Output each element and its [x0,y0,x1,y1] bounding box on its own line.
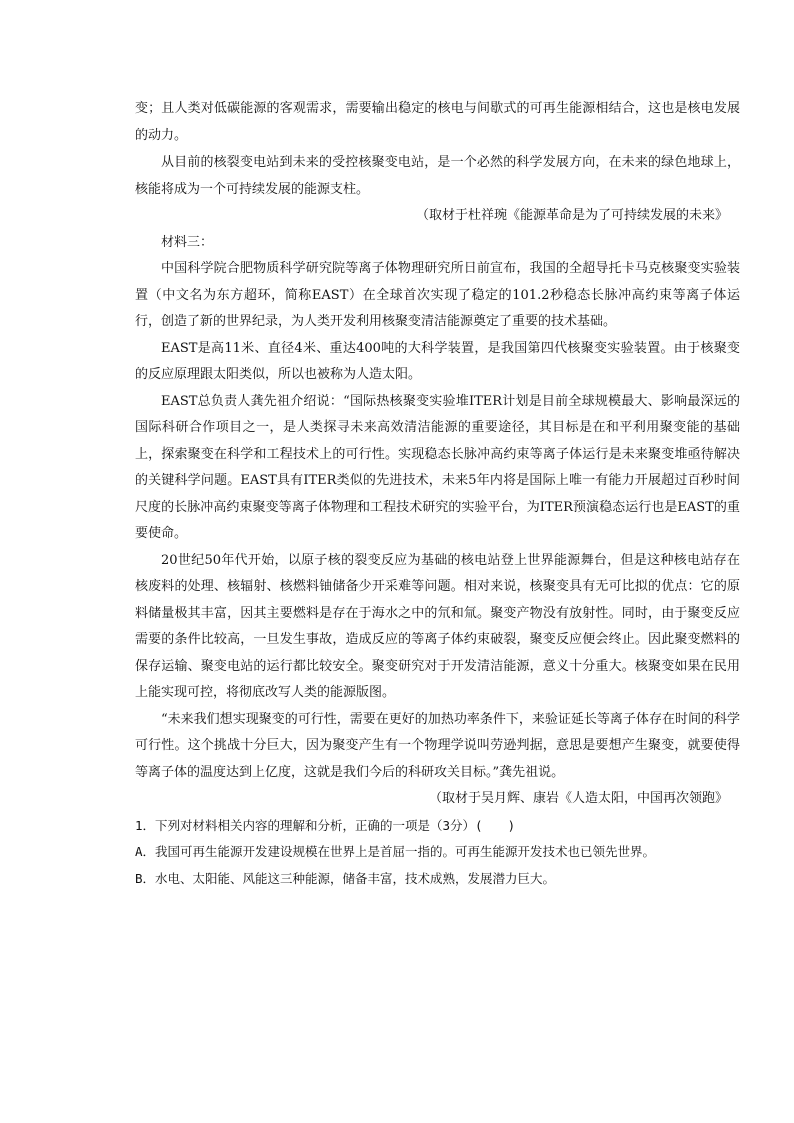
paragraph: EAST是高11米、直径4米、重达400吨的大科学装置，是我国第四代核聚变实验装置。由于核聚变的反应原理跟太阳类似，所以也被称为人造太阳。 [135,340,740,382]
document-body [135,96,740,892]
paragraph: 中国科学院合肥物质科学研究院等离子体物理研究所日前宣布，我国的全超导托卡马克核聚变实验装置（中文名为东方超环，简称EAST）在全球首次实现了稳定的101.2秒稳态长脉冲高约束等离子体运行，创造了新的世界纪录，为人类开发利用核聚变清洁能源奠定了重要的技术基础。 [135,261,740,329]
option-a: A．我国可再生能源开发建设规模在世界上是首屈一指的。可再生能源开发技术也已领先世界。 [135,844,656,859]
material-heading: 材料三： [161,234,214,250]
paragraph: 从目前的核裂变电站到未来的受控核聚变电站，是一个必然的科学发展方向，在未来的绿色地球上，核能将成为一个可持续发展的能源支柱。 [135,155,740,197]
source-citation: （取材于吴月辉、康岩《人造太阳，中国再次领跑》 [428,791,728,806]
paragraph-continued: 变；且人类对低碳能源的客观需求，需要输出稳定的核电与间歇式的可再生能源相结合，这也是核电发展的动力。 [135,101,740,143]
question-stem: 1．下列对材料相关内容的理解和分析，正确的一项是（3分）( ) [135,817,516,833]
paragraph: “未来我们想实现聚变的可行性，需要在更好的加热功率条件下，来验证延长等离子体存在时间的科学可行性。这个挑战十分巨大，因为聚变产生有一个物理学说叫劳逊判据，意思是要想产生聚变，就要使得等离子体的温度达到上亿度，这就是我们今后的科研攻关目标。”龚先祖说。 [135,711,740,780]
source-citation: （取材于杜祥琬《能源革命是为了可持续发展的未来》 [415,208,728,223]
option-b: B．水电、太阳能、风能这三种能源，储备丰富，技术成熟，发展潜力巨大。 [135,870,556,886]
paragraph: 20世纪50年代开始，以原子核的裂变反应为基础的核电站登上世界能源舞台，但是这种核电站存在核废料的处理、核辐射、核燃料铀储备少开采难等问题。相对来说，核聚变具有无可比拟的优点：它的原料储量极其丰富，因其主要燃料是存在于海水之中的氘和氚。聚变产物没有放射性。同时，由于聚变反应需要的条件比较高，一旦发生事故，造成反应的等离子体约束破裂，聚变反应便会终止。因此聚变燃料的保存运输、聚变电站的运行都比较安全。聚变研究对于开发清洁能源，意义十分重大。核聚变如果在民用上能实现可控，将彻底改写人类的能源版图。 [135,552,740,700]
paragraph: EAST总负责人龚先祖介绍说：“国际热核聚变实验堆ITER计划是目前全球规模最大、影响最深远的国际科研合作项目之一，是人类探寻未来高效清洁能源的重要途径，其目标是在和平利用聚变能的基础上，探索聚变在科学和工程技术上的可行性。实现稳态长脉冲高约束等离子体运行是未来聚变堆亟待解决的关键科学问题。EAST具有ITER类似的先进技术，未来5年内将是国际上唯一有能力开展超过百秒时间尺度的长脉冲高约束聚变等离子体物理和工程技术研究的实验平台，为ITER预演稳态运行也是EAST的重要使命。 [135,393,740,541]
